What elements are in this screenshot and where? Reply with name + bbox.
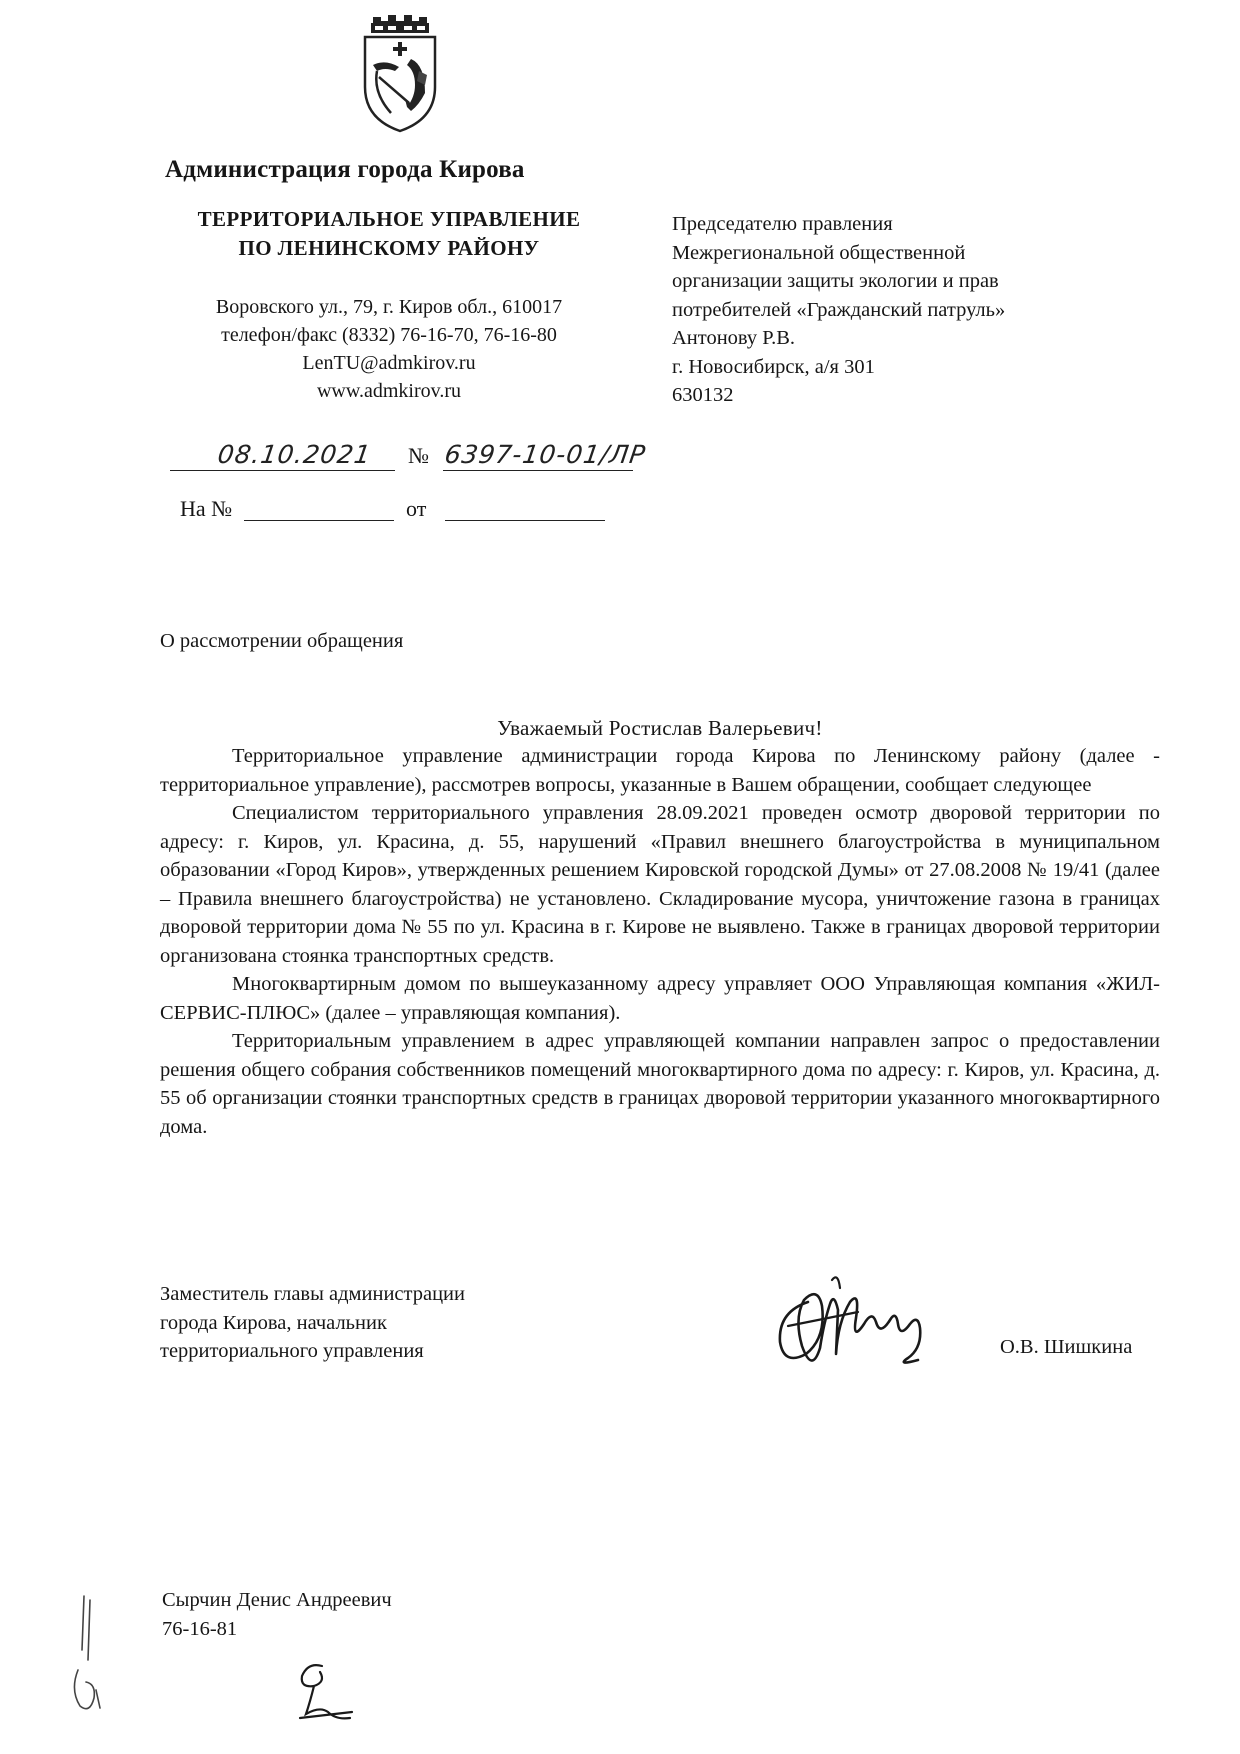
reply-to-label: На № bbox=[180, 496, 233, 521]
number-sign: № bbox=[408, 443, 429, 468]
body-paragraph: Территориальное управление администрации города Кирова по Ленинскому району (далее - территориальное управление), рассмотрев вопросы, указанные в Вашем обращении, сообщает следующее bbox=[160, 745, 1160, 796]
sender-phone: телефон/факс (8332) 76-16-70, 76-16-80 bbox=[221, 324, 557, 346]
department-line: ТЕРРИТОРИАЛЬНОЕ УПРАВЛЕНИЕ bbox=[197, 207, 581, 231]
recipient-line: организации защиты экологии и прав bbox=[672, 270, 999, 292]
sender-address: Воровского ул., 79, г. Киров обл., 610017 bbox=[215, 296, 563, 318]
letter-subject: О рассмотрении обращения bbox=[160, 630, 404, 652]
signer-position-line: города Кирова, начальник bbox=[160, 1311, 387, 1334]
initial-mark-icon bbox=[280, 1652, 360, 1732]
signer-position bbox=[160, 1280, 640, 1366]
recipient-line: Антонову Р.В. bbox=[672, 327, 796, 349]
reply-from-date-blank bbox=[445, 520, 605, 521]
recipient-line: потребителей «Гражданский патруль» bbox=[672, 298, 1006, 321]
registration-number-field bbox=[442, 440, 648, 471]
body-paragraph: Территориальным управлением в адрес управляющей компании направлен запрос о предоставлении решения общего собрания собственников помещений многоквартирного дома по адресу: г. Киров, ул. Красина, д. 55 об организации стоянки транспортных средств в границах дворовой территории указанного многоквартирного дома. bbox=[160, 1030, 1160, 1138]
executor-name: Сырчин Денис Андреевич bbox=[162, 1589, 392, 1611]
department-line: ПО ЛЕНИНСКОМУ РАЙОНУ bbox=[238, 236, 540, 260]
sender-contacts bbox=[150, 293, 628, 405]
body-paragraph: Специалистом территориального управления 28.09.2021 проведен осмотр дворовой территории по адресу: г. Киров, ул. Красина, д. 55, нарушений «Правил внешнего благоустройства в муниципальном образовании «Город Киров», утвержденных решением Кировской городской Думы» от 27.08.2008 № 19/41 (далее – Правила внешнего благоустройства) не установлено. Складирование мусора, уничтожение газона в границах дворовой территории дома № 55 по ул. Красина в г. Кирове не выявлено. Также в границах дворовой территории организована стоянка транспортных средств. bbox=[160, 802, 1160, 967]
organization-name: Администрация города Кирова bbox=[165, 156, 525, 183]
recipient-line: г. Новосибирск, а/я 301 bbox=[672, 355, 875, 378]
recipient-line: Межрегиональной общественной bbox=[672, 241, 966, 264]
margin-scribble-icon bbox=[60, 1590, 110, 1720]
signer-position-line: территориального управления bbox=[160, 1340, 424, 1362]
recipient-block bbox=[672, 210, 1112, 410]
city-coat-of-arms-icon bbox=[355, 15, 445, 135]
registration-date: 08.10.2021 bbox=[215, 440, 374, 469]
registration-number: 6397-10-01/ЛР bbox=[442, 440, 648, 469]
department-name bbox=[150, 205, 628, 263]
executor-info bbox=[162, 1586, 392, 1644]
reply-from-label: от bbox=[406, 496, 427, 521]
handwritten-signature-icon bbox=[768, 1262, 948, 1382]
body-paragraph: Многоквартирным домом по вышеуказанному адресу управляет ООО Управляющая компания «ЖИЛ-СЕРВИС-ПЛЮС» (далее – управляющая компания). bbox=[160, 973, 1160, 1024]
signer-position-line: Заместитель главы администрации bbox=[160, 1283, 465, 1305]
recipient-line: Председателю правления bbox=[672, 213, 893, 235]
sender-website: www.admkirov.ru bbox=[316, 380, 462, 402]
salutation: Уважаемый Ростислав Валерьевич! bbox=[497, 716, 823, 740]
registration-date-field bbox=[170, 440, 395, 471]
recipient-line: 630132 bbox=[672, 384, 734, 406]
signer-name: О.В. Шишкина bbox=[1000, 1336, 1133, 1358]
letter-body bbox=[160, 742, 1160, 1141]
reply-to-number-blank bbox=[244, 520, 394, 521]
sender-email: LenTU@admkirov.ru bbox=[302, 352, 476, 374]
executor-phone: 76-16-81 bbox=[162, 1618, 238, 1640]
